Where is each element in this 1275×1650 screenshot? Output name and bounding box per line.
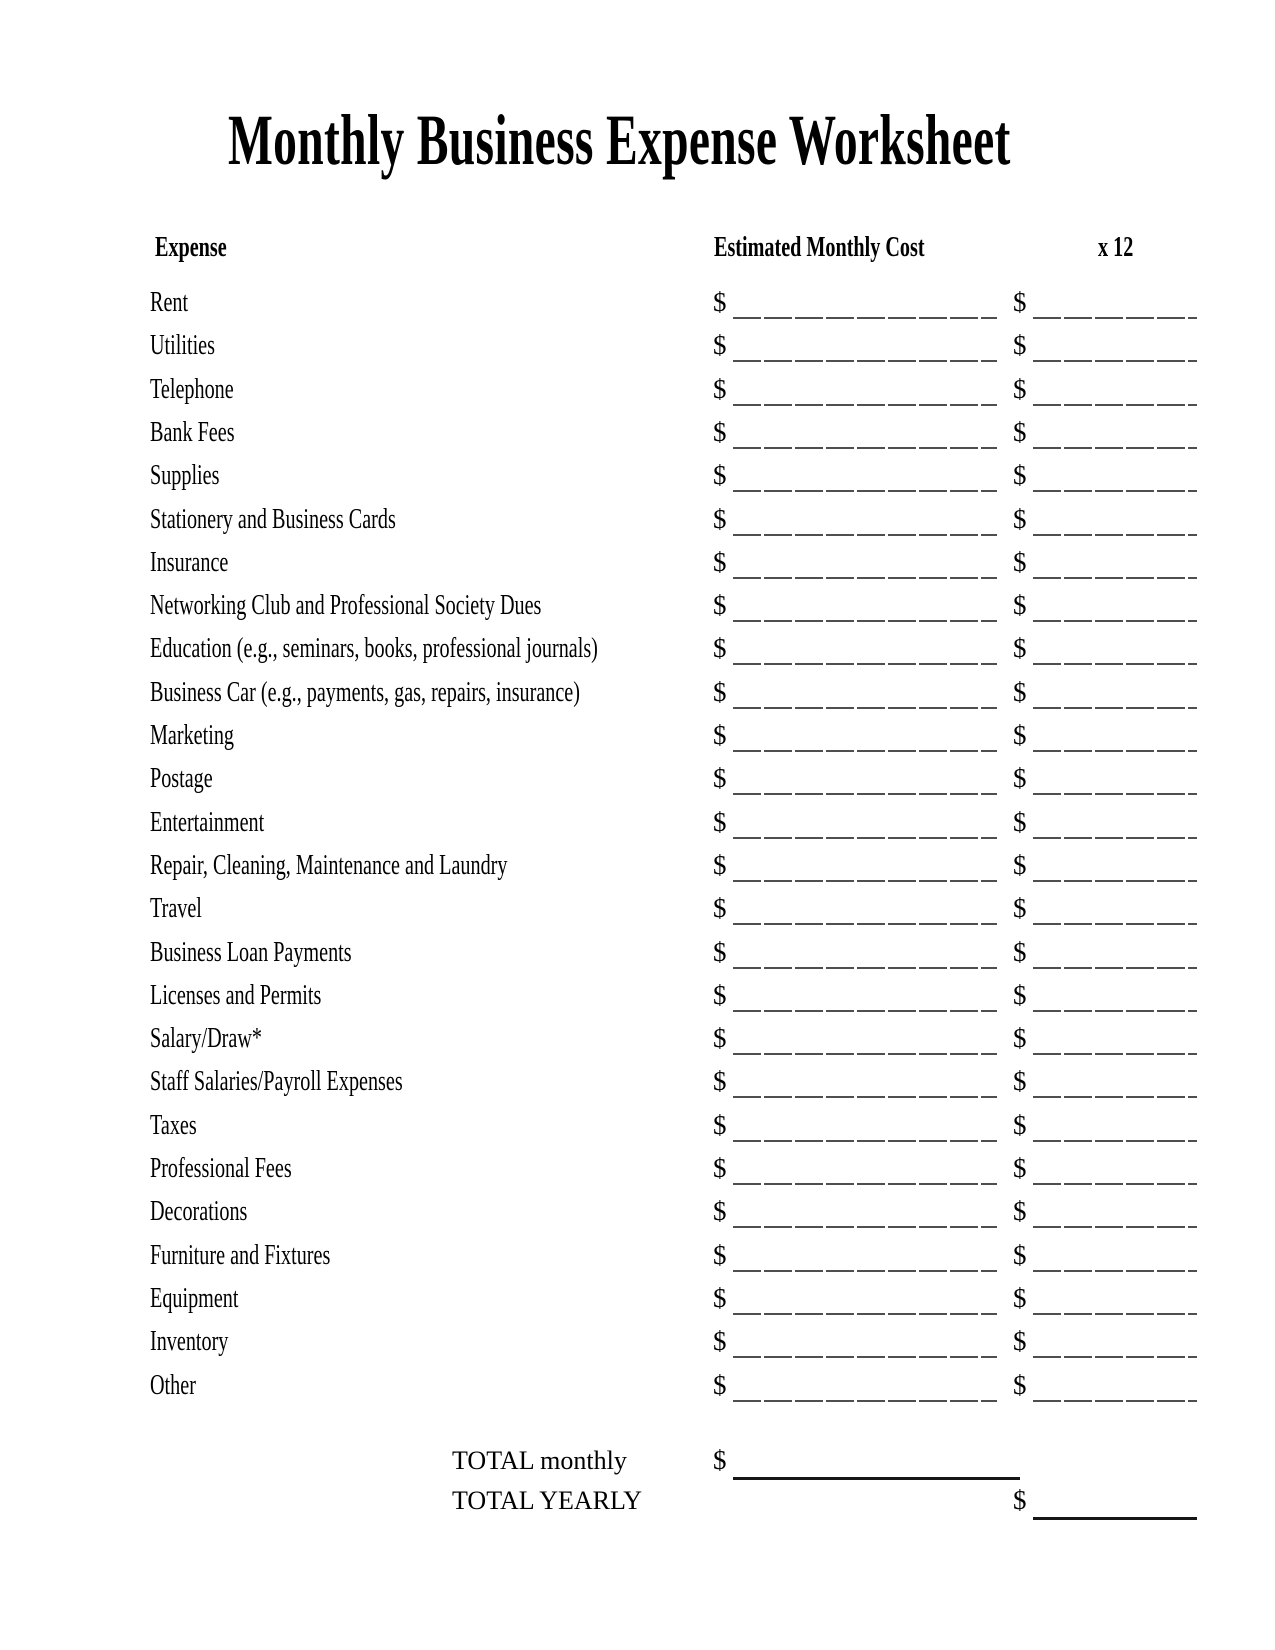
x12-amount-field[interactable]	[1033, 628, 1197, 665]
monthly-dollar-sign: $	[713, 416, 727, 447]
expense-label: Insurance	[150, 546, 229, 578]
x12-dollar-sign: $	[1013, 287, 1027, 317]
expense-row	[0, 1190, 1275, 1233]
expense-row	[0, 368, 1275, 411]
expense-row	[0, 801, 1275, 844]
monthly-dollar-sign: $	[713, 1239, 727, 1270]
x12-dollar-sign: $	[1013, 1196, 1027, 1227]
x12-amount-field[interactable]	[1033, 585, 1197, 622]
monthly-dollar-sign: $	[713, 1326, 727, 1357]
expense-row	[0, 1104, 1275, 1147]
monthly-amount-field[interactable]	[733, 1018, 997, 1055]
x12-amount-field[interactable]	[1033, 802, 1197, 839]
total-yearly-row	[0, 1483, 1275, 1523]
monthly-dollar-sign: $	[713, 633, 727, 664]
x12-dollar-sign: $	[1013, 1109, 1027, 1140]
monthly-amount-field[interactable]	[733, 1148, 997, 1185]
x12-dollar-sign: $	[1013, 373, 1027, 404]
x12-dollar-sign: $	[1013, 1282, 1027, 1313]
expense-label: Staff Salaries/Payroll Expenses	[150, 1066, 403, 1098]
monthly-amount-field[interactable]	[733, 888, 997, 925]
monthly-dollar-sign: $	[713, 720, 727, 750]
monthly-dollar-sign: $	[713, 676, 727, 707]
x12-amount-field[interactable]	[1033, 1321, 1197, 1358]
x12-dollar-sign: $	[1013, 1153, 1027, 1183]
expense-label: Utilities	[150, 330, 215, 362]
x12-amount-field[interactable]	[1033, 975, 1197, 1012]
monthly-amount-field[interactable]	[733, 1191, 997, 1228]
monthly-amount-field[interactable]	[733, 1235, 997, 1272]
monthly-dollar-sign: $	[713, 546, 727, 577]
x12-amount-field[interactable]	[1033, 672, 1197, 709]
monthly-dollar-sign: $	[713, 936, 727, 967]
monthly-dollar-sign: $	[713, 590, 727, 621]
x12-dollar-sign: $	[1013, 1023, 1027, 1054]
monthly-amount-field[interactable]	[733, 1278, 997, 1315]
monthly-dollar-sign: $	[713, 806, 727, 837]
x12-amount-field[interactable]	[1033, 325, 1197, 362]
x12-dollar-sign: $	[1013, 633, 1027, 664]
expense-label: Business Loan Payments	[150, 936, 352, 968]
x12-amount-field[interactable]	[1033, 1148, 1197, 1185]
monthly-dollar-sign: $	[713, 1196, 727, 1227]
page-title-text: Monthly Business Expense Worksheet	[228, 100, 1011, 180]
monthly-dollar-sign: $	[713, 1023, 727, 1054]
monthly-amount-field[interactable]	[733, 932, 997, 969]
expense-label: Licenses and Permits	[150, 979, 322, 1011]
x12-dollar-sign: $	[1013, 979, 1027, 1010]
x12-amount-field[interactable]	[1033, 1061, 1197, 1098]
monthly-amount-field[interactable]	[733, 1061, 997, 1098]
x12-amount-field[interactable]	[1033, 542, 1197, 579]
expense-row	[0, 541, 1275, 584]
monthly-amount-field[interactable]	[733, 802, 997, 839]
x12-amount-field[interactable]	[1033, 1278, 1197, 1315]
expense-row	[0, 584, 1275, 627]
expense-label: Education (e.g., seminars, books, professional journals)	[150, 633, 598, 665]
expense-label: Repair, Cleaning, Maintenance and Laundry	[150, 849, 508, 881]
monthly-dollar-sign: $	[713, 503, 727, 534]
monthly-dollar-sign: $	[713, 1109, 727, 1140]
x12-amount-field[interactable]	[1033, 888, 1197, 925]
expense-row	[0, 844, 1275, 887]
expense-label: Taxes	[150, 1109, 197, 1141]
x12-amount-field[interactable]	[1033, 282, 1197, 319]
x12-dollar-sign: $	[1013, 503, 1027, 534]
page-title	[228, 100, 1275, 180]
x12-amount-field[interactable]	[1033, 1191, 1197, 1228]
monthly-dollar-sign: $	[713, 373, 727, 404]
x12-amount-field[interactable]	[1033, 715, 1197, 752]
expense-row	[0, 1320, 1275, 1363]
expense-row	[0, 1364, 1275, 1407]
monthly-amount-field[interactable]	[733, 845, 997, 882]
expense-row	[0, 714, 1275, 757]
expense-label: Equipment	[150, 1282, 239, 1314]
column-header-expense: Expense	[155, 232, 227, 263]
total-monthly-amount-field[interactable]	[733, 1443, 1020, 1480]
monthly-dollar-sign: $	[713, 330, 727, 361]
expense-label: Supplies	[150, 460, 220, 492]
x12-dollar-sign: $	[1013, 806, 1027, 837]
expense-row	[0, 1147, 1275, 1190]
x12-dollar-sign: $	[1013, 1326, 1027, 1357]
expense-label: Salary/Draw*	[150, 1023, 262, 1055]
x12-dollar-sign: $	[1013, 893, 1027, 924]
monthly-dollar-sign: $	[713, 979, 727, 1010]
expense-label: Inventory	[150, 1326, 229, 1358]
x12-dollar-sign: $	[1013, 546, 1027, 577]
total-monthly-dollar-sign: $	[713, 1445, 727, 1475]
total-monthly-row	[0, 1443, 1275, 1483]
x12-dollar-sign: $	[1013, 590, 1027, 621]
monthly-dollar-sign: $	[713, 287, 727, 317]
x12-amount-field[interactable]	[1033, 499, 1197, 536]
monthly-dollar-sign: $	[713, 1066, 727, 1097]
column-header-estimated-monthly-cost: Estimated Monthly Cost	[714, 232, 925, 263]
monthly-amount-field[interactable]	[733, 628, 997, 665]
expense-label: Postage	[150, 763, 213, 795]
expense-label: Rent	[150, 287, 189, 318]
expense-row	[0, 498, 1275, 541]
monthly-amount-field[interactable]	[733, 1365, 997, 1402]
x12-dollar-sign: $	[1013, 416, 1027, 447]
x12-dollar-sign: $	[1013, 720, 1027, 750]
x12-dollar-sign: $	[1013, 849, 1027, 880]
expense-label: Networking Club and Professional Society Dues	[150, 590, 542, 622]
total-yearly-label: TOTAL YEARLY	[452, 1486, 643, 1515]
monthly-dollar-sign: $	[713, 893, 727, 924]
column-header-x12: x 12	[1098, 232, 1134, 263]
monthly-dollar-sign: $	[713, 460, 727, 491]
expense-label: Business Car (e.g., payments, gas, repairs, insurance)	[150, 676, 580, 708]
x12-dollar-sign: $	[1013, 330, 1027, 361]
expense-label: Telephone	[150, 373, 234, 405]
x12-dollar-sign: $	[1013, 936, 1027, 967]
x12-amount-field[interactable]	[1033, 1235, 1197, 1272]
x12-amount-field[interactable]	[1033, 1105, 1197, 1142]
monthly-amount-field[interactable]	[733, 975, 997, 1012]
expense-label: Other	[150, 1369, 196, 1401]
total-monthly-label: TOTAL monthly	[452, 1446, 627, 1475]
x12-dollar-sign: $	[1013, 1239, 1027, 1270]
monthly-dollar-sign: $	[713, 1153, 727, 1183]
monthly-amount-field[interactable]	[733, 1321, 997, 1358]
monthly-amount-field[interactable]	[733, 455, 997, 492]
x12-dollar-sign: $	[1013, 1369, 1027, 1400]
expense-label: Furniture and Fixtures	[150, 1239, 331, 1271]
expense-row	[0, 1017, 1275, 1060]
x12-amount-field[interactable]	[1033, 412, 1197, 449]
expense-row	[0, 931, 1275, 974]
monthly-amount-field[interactable]	[733, 585, 997, 622]
total-yearly-amount-field[interactable]	[1033, 1483, 1197, 1520]
monthly-dollar-sign: $	[713, 849, 727, 880]
expense-label: Entertainment	[150, 806, 265, 838]
expense-label: Stationery and Business Cards	[150, 503, 396, 535]
x12-amount-field[interactable]	[1033, 932, 1197, 969]
column-header-row	[0, 230, 1275, 266]
x12-dollar-sign: $	[1013, 676, 1027, 707]
expense-row	[0, 281, 1275, 324]
expense-row	[0, 1060, 1275, 1103]
expense-label: Professional Fees	[150, 1153, 292, 1184]
expense-row	[0, 627, 1275, 670]
expense-label: Decorations	[150, 1196, 248, 1228]
x12-amount-field[interactable]	[1033, 455, 1197, 492]
expense-row	[0, 1277, 1275, 1320]
total-yearly-dollar-sign: $	[1013, 1485, 1027, 1515]
monthly-amount-field[interactable]	[733, 542, 997, 579]
x12-dollar-sign: $	[1013, 1066, 1027, 1097]
expense-row	[0, 757, 1275, 800]
expense-label: Travel	[150, 893, 202, 925]
x12-amount-field[interactable]	[1033, 758, 1197, 795]
monthly-amount-field[interactable]	[733, 412, 997, 449]
expense-row	[0, 454, 1275, 497]
monthly-amount-field[interactable]	[733, 758, 997, 795]
x12-dollar-sign: $	[1013, 460, 1027, 491]
monthly-amount-field[interactable]	[733, 499, 997, 536]
monthly-dollar-sign: $	[713, 763, 727, 794]
x12-dollar-sign: $	[1013, 763, 1027, 794]
x12-amount-field[interactable]	[1033, 1365, 1197, 1402]
expense-row	[0, 1234, 1275, 1277]
monthly-amount-field[interactable]	[733, 715, 997, 752]
expense-label: Marketing	[150, 720, 234, 751]
x12-amount-field[interactable]	[1033, 845, 1197, 882]
monthly-amount-field[interactable]	[733, 369, 997, 406]
expense-row	[0, 974, 1275, 1017]
expense-label: Bank Fees	[150, 416, 235, 448]
monthly-dollar-sign: $	[713, 1282, 727, 1313]
monthly-dollar-sign: $	[713, 1369, 727, 1400]
expense-row	[0, 324, 1275, 367]
monthly-amount-field[interactable]	[733, 282, 997, 319]
monthly-amount-field[interactable]	[733, 325, 997, 362]
expense-row	[0, 411, 1275, 454]
expense-row	[0, 887, 1275, 930]
expense-row	[0, 671, 1275, 714]
x12-amount-field[interactable]	[1033, 1018, 1197, 1055]
monthly-amount-field[interactable]	[733, 672, 997, 709]
monthly-amount-field[interactable]	[733, 1105, 997, 1142]
x12-amount-field[interactable]	[1033, 369, 1197, 406]
